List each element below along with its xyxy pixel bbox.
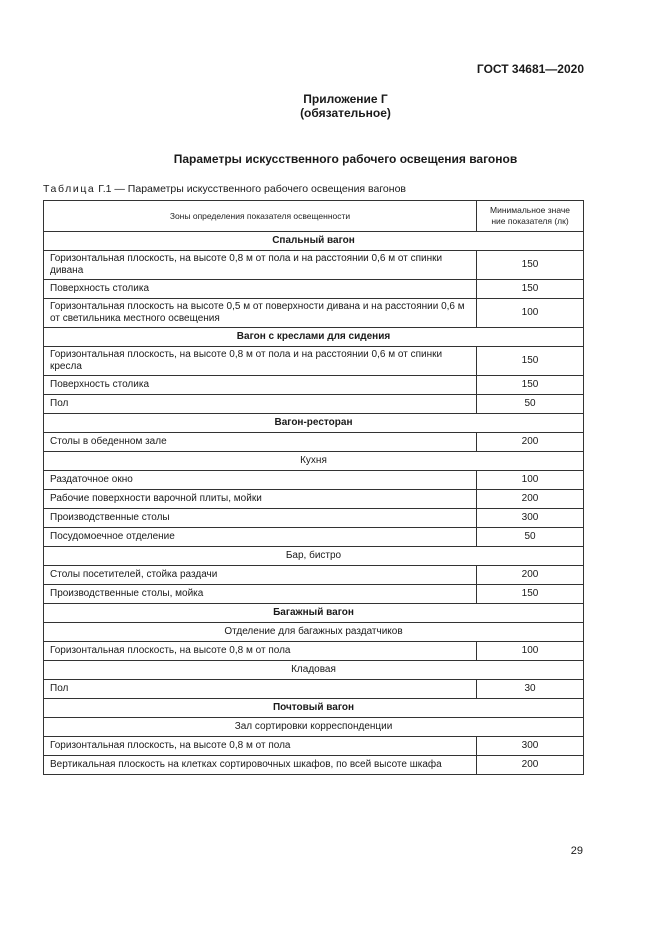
group-title: Вагон с креслами для сидения <box>44 328 584 347</box>
table-row <box>44 737 584 756</box>
zone-cell: Горизонтальная плоскость, на высоте 0,8 м от пола и на расстоянии 0,6 м от спинки кресла <box>44 347 477 376</box>
value-cell: 300 <box>477 509 584 528</box>
value-cell: 50 <box>477 528 584 547</box>
subgroup-header-row <box>44 547 584 566</box>
header-min-value <box>477 201 584 232</box>
zone-cell: Пол <box>44 395 477 414</box>
table-row <box>44 376 584 395</box>
header-zone: Зоны определения показателя освещенности <box>44 201 477 232</box>
zone-cell: Поверхность столика <box>44 280 477 299</box>
lighting-table <box>43 200 584 775</box>
header-min-value-line2: ние показателя (лк) <box>491 216 569 226</box>
table-row <box>44 490 584 509</box>
group-header-row <box>44 699 584 718</box>
zone-cell: Рабочие поверхности варочной плиты, мойки <box>44 490 477 509</box>
section-title: Параметры искусственного рабочего освещения вагонов <box>173 152 518 166</box>
value-cell: 100 <box>477 471 584 490</box>
subgroup-title: Зал сортировки корреспонденции <box>44 718 584 737</box>
header-min-value-line1: Минимальное значе <box>489 205 571 215</box>
zone-cell: Посудомоечное отделение <box>44 528 477 547</box>
table-caption <box>43 183 406 195</box>
table-header-row <box>44 201 584 232</box>
value-cell: 200 <box>477 566 584 585</box>
table-row <box>44 642 584 661</box>
subgroup-header-row <box>44 623 584 642</box>
value-cell: 150 <box>477 376 584 395</box>
group-title: Вагон-ресторан <box>44 414 584 433</box>
zone-cell: Производственные столы <box>44 509 477 528</box>
value-cell: 150 <box>477 251 584 280</box>
value-cell: 30 <box>477 680 584 699</box>
value-cell: 150 <box>477 280 584 299</box>
zone-cell: Раздаточное окно <box>44 471 477 490</box>
zone-cell: Горизонтальная плоскость, на высоте 0,8 м от пола <box>44 737 477 756</box>
zone-cell: Поверхность столика <box>44 376 477 395</box>
table-caption-text: — Параметры искусственного рабочего освещения вагонов <box>111 183 406 195</box>
subgroup-title: Отделение для багажных раздатчиков <box>44 623 584 642</box>
table-row <box>44 280 584 299</box>
value-cell: 150 <box>477 347 584 376</box>
table-body <box>44 232 584 775</box>
document-code: ГОСТ 34681—2020 <box>476 62 584 76</box>
zone-cell: Горизонтальная плоскость на высоте 0,5 м от поверхности дивана и на расстоянии 0,6 м от светильника местного освещения <box>44 299 477 328</box>
table-row <box>44 251 584 280</box>
table-row <box>44 585 584 604</box>
table-row <box>44 347 584 376</box>
zone-cell: Горизонтальная плоскость, на высоте 0,8 м от пола <box>44 642 477 661</box>
zone-cell: Горизонтальная плоскость, на высоте 0,8 м от пола и на расстоянии 0,6 м от спинки дивана <box>44 251 477 280</box>
subgroup-title: Бар, бистро <box>44 547 584 566</box>
table-row <box>44 433 584 452</box>
zone-cell: Производственные столы, мойка <box>44 585 477 604</box>
appendix-subtitle: (обязательное) <box>300 106 391 120</box>
value-cell: 100 <box>477 299 584 328</box>
page-number: 29 <box>570 845 583 857</box>
appendix-title: Приложение Г <box>303 92 388 106</box>
table-row <box>44 566 584 585</box>
table-row <box>44 680 584 699</box>
table-row <box>44 509 584 528</box>
value-cell: 300 <box>477 737 584 756</box>
table-caption-label: Таблица <box>43 183 96 195</box>
value-cell: 200 <box>477 433 584 452</box>
value-cell: 50 <box>477 395 584 414</box>
table-caption-number: Г.1 <box>98 183 112 195</box>
subgroup-header-row <box>44 718 584 737</box>
group-header-row <box>44 232 584 251</box>
group-title: Почтовый вагон <box>44 699 584 718</box>
subgroup-title: Кладовая <box>44 661 584 680</box>
appendix-heading <box>0 92 661 120</box>
value-cell: 200 <box>477 756 584 775</box>
value-cell: 100 <box>477 642 584 661</box>
subgroup-title: Кухня <box>44 452 584 471</box>
zone-cell: Пол <box>44 680 477 699</box>
table-row <box>44 528 584 547</box>
subgroup-header-row <box>44 661 584 680</box>
value-cell: 200 <box>477 490 584 509</box>
table-row <box>44 395 584 414</box>
table-row <box>44 756 584 775</box>
table-row <box>44 471 584 490</box>
value-cell: 150 <box>477 585 584 604</box>
group-header-row <box>44 604 584 623</box>
table-row <box>44 299 584 328</box>
zone-cell: Вертикальная плоскость на клетках сортировочных шкафов, по всей высоте шкафа <box>44 756 477 775</box>
group-title: Спальный вагон <box>44 232 584 251</box>
group-title: Багажный вагон <box>44 604 584 623</box>
zone-cell: Столы посетителей, стойка раздачи <box>44 566 477 585</box>
group-header-row <box>44 328 584 347</box>
zone-cell: Столы в обеденном зале <box>44 433 477 452</box>
group-header-row <box>44 414 584 433</box>
subgroup-header-row <box>44 452 584 471</box>
